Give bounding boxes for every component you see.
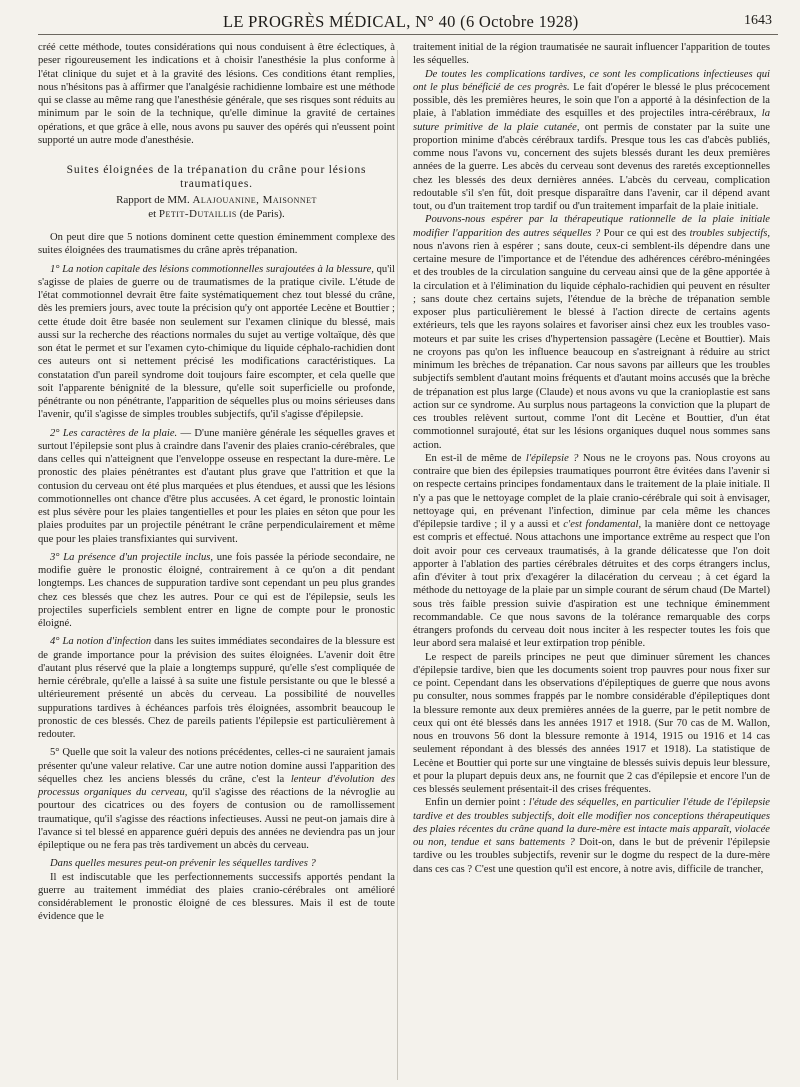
paragraph: On peut dire que 5 notions dominent cette question éminemment complexe des suites éloignées des traumatismes du crâne après trépanation. bbox=[38, 232, 395, 257]
paragraph-lead: Dans quelles mesures peut-on prévenir les séquelles tardives ? bbox=[50, 858, 316, 870]
paragraph: 1° La notion capitale des lésions commotionnelles surajoutées à la blessure, qu'il s'agisse de plaies de guerre ou de traumatismes de la pratique civile. L'étude de l'état commotionnel devrait être faite systématiquement chez tout blessé du crâne, dès les premiers jours, avec toute la précision qu'y ont apportée Lecène et Bouttier ; cette étude doit être basée non seulement sur l'examen clinique du blessé, mais aussi sur la recherche des réactions normales du sujet au vertige voltaïque, dès que son état le permet et sur l'examen cyto-chimique du liquide céphalo-rachidien dont ces auteurs ont si nettement précisé les modifications caractéristiques. La constatation d'un pareil syndrome doit toujours faire escompter, et cela quelle que soit l'apparente bénignité de la blessure, qu'elle soit superficielle ou profonde, pénétrante ou non pénétrante, l'apparition de séquelles plus ou moins sérieuses dans l'avenir, qu'il s'agisse de simples troubles subjectifs, qu'il s'agisse d'épilepsie. bbox=[38, 263, 395, 421]
text-columns bbox=[38, 41, 778, 924]
paragraph: En est-il de même de l'épilepsie ? Nous ne le croyons pas. Nous croyons au contraire que bien des épilepsies traumatiques pourront être évitées dans l'avenir si on respecte certains principes fondamentaux dans le traitement de la plaie initiale. Il n'y a pas que le nettoyage complet de la plaie cranio-cérébrale qui soit à envisager, nettoyage qui, en prévenant l'infection, diminue par cela même les chances d'épilepsie tardive ; il y a aussi et c'est fondamental, la manière dont ce nettoyage est compris et effectué. Nous attachons une importance extrême au respect que l'on doit avoir pour ces cerveaux traumatisés, à la grande délicatesse que l'on doit apporter à l'ablation des parties cérébrales détruites et des corps étrangers inclus, afin d'éviter à tout prix d'exagérer la dilacération du cerveau ; à cet égard la méthode du nettoyage de la plaie par un simple courant de sérum chaud (De Martel) sous très faible pression suivie d'aspiration est une technique éminemment recommandable. Ce que nous savons de la tolérance remarquable des corps étrangers profonds du cerveau doit nous inciter à les respecter toutes les fois que leur abord sera malaisé et leur extirpation trop pénible. bbox=[413, 452, 771, 650]
authors-place: (de Paris). bbox=[239, 208, 285, 220]
paragraph-lead: 4° La notion d'infection bbox=[50, 636, 152, 648]
section-title: Suites éloignées de la trépanation du crâne pour lésions traumatiques. bbox=[66, 164, 367, 190]
paragraph: traitement initial de la région traumatisée ne saurait influencer l'apparition de toutes les séquelles. bbox=[413, 42, 770, 67]
paragraph: Le respect de pareils principes ne peut que diminuer sûrement les chances d'épilepsie tardive, bien que les documents soient trop pauvres pour nous fixer sur ce point. Cependant dans les observations d'épileptiques de guerre que nous avons pu consulter, nous sommes frappés par le nombre considérable d'épileptiques dont la blessure remonte aux deux premières années de la guerre, par le petit nombre de ceux qui ont été blessés dans les années 1917 et 1918. (Sur 70 cas de M. Wallon, nous en trouvons 56 dont la blessure remonte à 1914, 1915 ou 1916 et 14 cas seulement répondant à des blessés des années 1917 et 1918). La statistique de Lecène et Bouttier qui porte sur une vingtaine de blessés suivis depuis leur blessure, et pour la plupart depuis deux ans, ne fournit que 2 cas d'épilepsie et encore l'un de ces blessés seulement présentait-il des crises fréquentes. bbox=[413, 651, 770, 795]
column-divider bbox=[397, 50, 398, 1080]
paragraph: Enfin un dernier point : l'étude des séquelles, en particulier l'étude de l'épilepsie tardive et des troubles subjectifs, doit elle modifier nos conceptions thérapeutiques des plaies récentes du crâne quand la dure-mère est intacte mais apparaît, violacée ou non, tendue et sans battements ? Doit-on, dans le but de prévenir l'épilepsie tardive ou les troubles subjectifs, revenir sur le dogme du respect de la dure-mère dans ces cas ? C'est une question qu'il est encore, à notre avis, difficile de trancher, bbox=[413, 797, 770, 875]
running-title: LE PROGRÈS MÉDICAL, N° 40 (6 Octobre 1928) bbox=[223, 12, 579, 31]
authors-prefix: et bbox=[148, 208, 157, 220]
paragraph: Il est indiscutable que les perfectionnements successifs apportés pendant la guerre au traitement immédiat des plaies cranio-cérébrales ont amélioré considérablement le pronostic éloigné de ces blessures. Mais il est de toute évidence que le bbox=[38, 871, 395, 923]
right-column bbox=[413, 41, 770, 924]
paragraph: De toutes les complications tardives, ce sont les complications infectieuses qui ont le plus bénéficié de ces progrès. Le fait d'opérer le blessé le plus précocement possible, dès les premières heures, le soin que l'on a apporté à la désinfection de la plaie, à l'ablation immédiate des esquilles et des projectiles intra-cérébraux, la suture primitive de la plaie cutanée, ont permis de constater par la suite une proportion minime d'abcès cérébraux tardifs. Presque tous les cas d'abcès publiés, comme nous l'avons vu, concernent des sujets blessés durant les deux premières années de la guerre. Les abcès du cerveau sont devenus des raretés exceptionnelles chez les blessés des deux dernières années. L'abcès du cerveau, complication redoutable s'il s'en fût, doit presque disparaître dans l'avenir, car il dépend avant tout, ou d'un traitement trop tardif ou d'un traitement imparfait de la plaie initiale. bbox=[413, 68, 770, 212]
paragraph: 5° Quelle que soit la valeur des notions précédentes, celles-ci ne sauraient jamais présenter qu'une valeur relative. Car une autre notion domine aussi l'apparition des séquelles chez les anciens blessés du crâne, c'est la lenteur d'évolution des processus organiques du cerveau, qu'il s'agisse des réactions de la névroglie au pourtour des cicatrices ou des foyers de contusion ou de ramollissement traumatique, qu'il s'agisse des réactions infectieuses. Aussi ne peut-on jamais dire à l'avance si tel blessé en apparence guéri depuis des années ne deviendra pas un jour épileptique ou ne fera pas très tardivement un abcès du cerveau. bbox=[38, 747, 396, 851]
authors-line-2: Petit-Dutaillis bbox=[158, 208, 237, 220]
paragraph-intro: créé cette méthode, toutes considérations qui nous conduisent à être éclectiques, à peser rigoureusement les indications et à choisir l'anesthésie la plus conforme à l'état clinique du sujet et à la gravité des lésions. Ces conditions étant remplies, nous n'hésitons pas à affirmer que l'analgésie rachidienne lombaire est une méthode qui se classe au même rang que l'anesthésie générale, que ses risques sont réduits au minimum par le soin de la technique, qu'elle diminue la gravité de certaines opérations, et que grâce à elle, nous avons pu sauver des opérés qui n'eussent point supporté un autre mode d'anesthésie. bbox=[38, 42, 395, 146]
paragraph bbox=[38, 857, 395, 870]
page-header bbox=[38, 10, 778, 35]
paragraph-lead: 1° La notion capitale des lésions commotionnelles surajoutées à la blessure, bbox=[50, 263, 374, 275]
section-authors bbox=[38, 193, 395, 221]
paragraph-lead: 2° Les caractères de la plaie. bbox=[50, 427, 178, 439]
paragraph: 4° La notion d'infection dans les suites immédiates secondaires de la blessure est de grande importance pour la prévision des suites éloignées. L'avenir doit être d'autant plus réservé que la plaie a longtemps suppuré, qu'elle s'est compliquée de hernie cérébrale, qu'elle a laissé à sa suite une fistule persistante ou que le blessé a ultérieurement présenté un abcès du cerveau. La possibilité de nouvelles suppurations tardives à échéances parfois très éloignées, assombrit beaucoup le pronostic de ces blessés. Chez de pareils patients l'épilepsie est particulièrement à redouter. bbox=[38, 636, 395, 740]
page-number: 1643 bbox=[744, 13, 772, 28]
paragraph-lead: 3° La présence d'un projectile inclus, bbox=[50, 551, 214, 563]
authors-line-1: Alajouanine, Maisonnet bbox=[192, 194, 317, 206]
paragraph: 3° La présence d'un projectile inclus, une fois passée la période secondaire, ne modifie guère le pronostic éloigné, contrairement à ce qu'on a dit pendant longtemps. Les chances de suppuration tardive sont cependant un peu plus grandes chez ces blessés que chez les autres. Pour ce qui est de l'épilepsie, seuls les projectiles superficiels semblent entrer en ligne de compte pour le pronostic éloigné. bbox=[38, 551, 395, 629]
left-column bbox=[38, 41, 395, 924]
rapport-label: Rapport de MM. bbox=[116, 194, 190, 206]
paragraph: 2° Les caractères de la plaie. — D'une manière générale les séquelles graves et surtout l'épilepsie sont plus à craindre dans l'avenir des plaies cranio-cérébrales, que dans celles qui n'atteignent que l'enveloppe osseuse en respectant la dure-mère. Le pronostic des plaies pénétrantes est d'autant plus grave que l'attrition et que la contusion du cerveau ont été plus marquées et plus étendues, et aussi que les lésions commotionnelles ont chance d'être plus accusées. A cet égard, le pronostic lointain est plus sévère pour les plaies tangentielles et pour les plaies en séton que pour les plaies produites par un projectile pénétrant le crâne perpendiculairement et même que pour les plaies transfixiantes qui survivent. bbox=[38, 427, 395, 545]
paragraph: Pouvons-nous espérer par la thérapeutique rationnelle de la plaie initiale modifier l'apparition des autres séquelles ? Pour ce qui est des troubles subjectifs, nous n'avons rien à espérer ; sans doute, ceux-ci semblent-ils dépendre dans une certaine mesure de l'importance et de l'étendue des adhérences cérébro-méningées et des troubles de la circulation sanguine du cerveau ainsi que de la gêne apportée à la circulation et à l'élimination du liquide céphalo-rachidien qui peuvent en résulter ; sans doute chez certains sujets, l'étendue de la brèche de trépanation semble exposer plus particulièrement le blessé à l'action directe de certains agents extérieurs, tels que les rayons solaires et favoriser ainsi chez eux les troubles vaso-moteurs et par suite les crises d'hypertension passagère (Lecène et Bouttier). Mais ne croyons pas qu'on les influence beaucoup en s'astreignant à réduire au strict minimum les brèches de trépanation. Car nous savons par ailleurs que les troubles subjectifs semblent d'autant moins fréquents et d'autant moins accusés que la brèche de trépanation est plus large (Claude) et nous avons vu que la cranioplastie est sans action sur ce syndrome. Au surplus nous partageons la conviction que la plupart de ces troubles relèvent surtout, comme l'ont dit Lecène et Bouttier, d'un état commotionnel surajouté, état sur les lésions organiques duquel nous sommes sans action. bbox=[413, 214, 770, 451]
